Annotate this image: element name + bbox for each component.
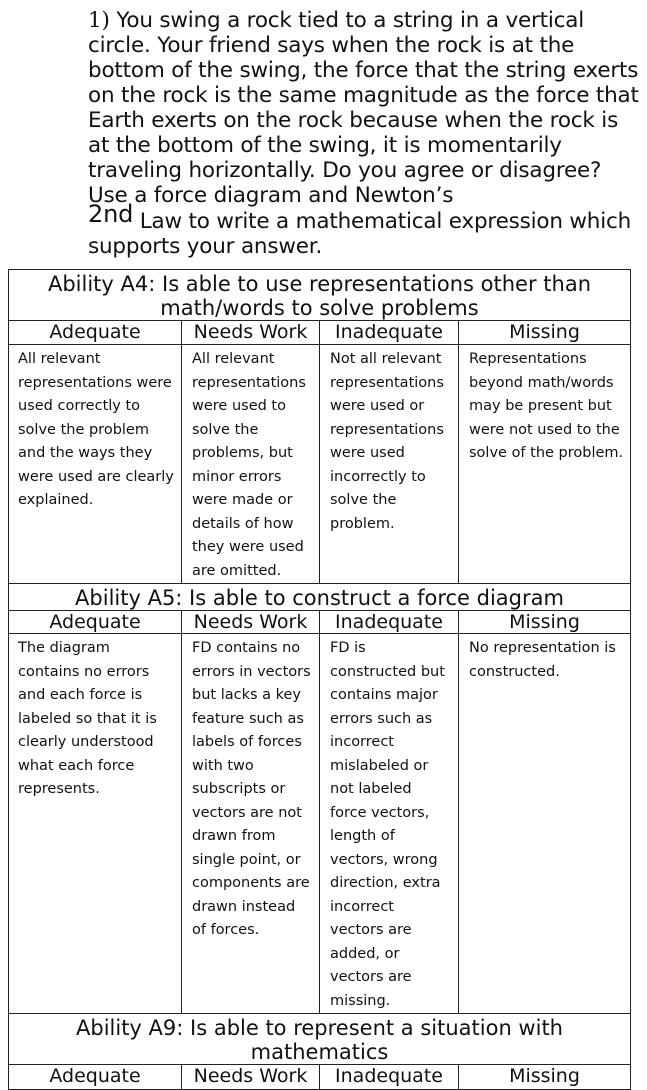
ability-a5-criteria-row: [9, 634, 631, 1014]
ability-a4-title: Ability A4: Is able to use representations other than math/words to solve problems: [9, 270, 631, 321]
header-inadequate: Inadequate: [320, 611, 459, 634]
question-text: [88, 8, 640, 259]
ability-a4-title-row: [9, 270, 631, 321]
a5-missing-cell: No representation is constructed.: [459, 634, 631, 1014]
header-adequate: Adequate: [9, 611, 182, 634]
ability-a4-header-row: [9, 321, 631, 345]
header-adequate: Adequate: [9, 1065, 182, 1090]
header-adequate: Adequate: [9, 321, 182, 345]
header-needs-work: Needs Work: [182, 1065, 320, 1090]
header-missing: Missing: [459, 1065, 631, 1090]
ability-a9-title: Ability A9: Is able to represent a situation with mathematics: [9, 1014, 631, 1065]
header-needs-work: Needs Work: [182, 321, 320, 345]
ability-a5-header-row: [9, 611, 631, 634]
a5-inadequate-cell: FD is constructed but contains major errors such as incorrect mislabeled or not labeled force vectors, length of vectors, wrong direction, extra incorrect vectors are added, or vectors are missing.: [320, 634, 459, 1014]
ability-a4-criteria-row: [9, 345, 631, 584]
ability-a9-header-row: [9, 1065, 631, 1090]
header-missing: Missing: [459, 321, 631, 345]
a4-inadequate-cell: Not all relevant representations were used or representations were used incorrectly to solve the problem.: [320, 345, 459, 584]
ability-a9-title-row: [9, 1014, 631, 1065]
a4-missing-cell: Representations beyond math/words may be present but were not used to the solve of the problem.: [459, 345, 631, 584]
question-number: 1): [88, 8, 110, 33]
header-needs-work: Needs Work: [182, 611, 320, 634]
header-missing: Missing: [459, 611, 631, 634]
a4-needs-work-cell: All relevant representations were used to solve the problems, but minor errors were made or details of how they were used are omitted.: [182, 345, 320, 584]
a4-adequate-cell: All relevant representations were used correctly to solve the problem and the ways they were used are clearly explained.: [9, 345, 182, 584]
rubric-table: [8, 269, 631, 1090]
a5-needs-work-cell: FD contains no errors in vectors but lacks a key feature such as labels of forces with two subscripts or vectors are not drawn from single point, or components are drawn instead of forces.: [182, 634, 320, 1014]
question-superscript: 2nd: [88, 200, 134, 228]
ability-a5-title: Ability A5: Is able to construct a force diagram: [9, 584, 631, 611]
header-inadequate: Inadequate: [320, 1065, 459, 1090]
ability-a5-title-row: [9, 584, 631, 611]
question-body-2: Law to write a mathematical expression which supports your answer.: [88, 209, 632, 259]
a5-adequate-cell: The diagram contains no errors and each force is labeled so that it is clearly understood what each force represents.: [9, 634, 182, 1014]
header-inadequate: Inadequate: [320, 321, 459, 345]
question-body-1: You swing a rock tied to a string in a vertical circle. Your friend says when the rock is at the bottom of the swing, the force that the string exerts on the rock is the same magnitude as the force that Earth exerts on the rock because when the rock is at the bottom of the swing, it is momentarily traveling horizontally. Do you agree or disagree? Use a force diagram and Newton’s: [88, 8, 639, 208]
